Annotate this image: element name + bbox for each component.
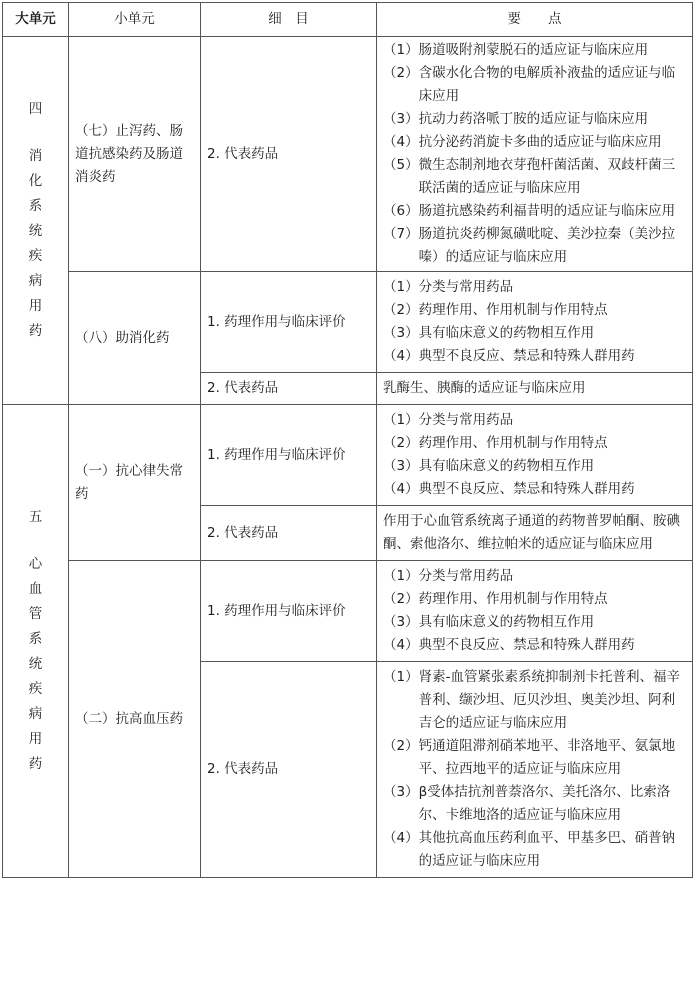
major-unit-title-char: 管 [28,606,43,622]
detail-cell: 1. 药理作用与临床评价 [201,272,377,373]
key-point-text: 典型不良反应、禁忌和特殊人群用药 [418,348,635,364]
detail-cell: 2. 代表药品 [201,37,377,272]
key-point-number: （3） [383,614,419,630]
major-unit-title-char: 消 [28,148,43,164]
key-point-item [383,735,688,781]
major-unit-title-char: 血 [28,581,43,597]
key-point-number: （3） [383,111,419,127]
key-point-item [383,299,688,322]
header-minor-unit: 小单元 [69,3,201,37]
key-point-item [383,39,688,62]
header-major-unit: 大单元 [3,3,69,37]
key-point-number: （4） [383,134,419,150]
key-point-item [383,455,688,478]
key-point-number: （4） [383,348,419,364]
key-point-item [383,154,688,200]
key-point-item [383,108,688,131]
key-point-text: 具有临床意义的药物相互作用 [418,325,595,341]
major-unit-title-char: 化 [28,173,43,189]
major-unit-cell [3,405,69,878]
key-point-text: 抗分泌药消旋卡多曲的适应证与临床应用 [418,134,662,150]
key-point-item [383,62,688,108]
key-point-text: 分类与常用药品 [418,279,514,295]
major-unit-title-char: 统 [28,223,43,239]
key-points-cell: 乳酶生、胰酶的适应证与临床应用 [377,373,693,405]
key-point-text: 典型不良反应、禁忌和特殊人群用药 [418,637,635,653]
key-point-text: 微生态制剂地衣芽孢杆菌活菌、双歧杆菌三联活菌的适应证与临床应用 [418,157,676,196]
key-point-text: 肠道抗感染药利福昔明的适应证与临床应用 [418,203,676,219]
major-unit-title-char: 病 [28,273,43,289]
key-point-item [383,409,688,432]
key-point-number: （3） [383,325,419,341]
header-row [3,3,693,37]
key-point-text: 其他抗高血压药利血平、甲基多巴、硝普钠的适应证与临床应用 [418,830,676,869]
key-point-number: （1） [383,568,419,584]
key-point-text: β受体拮抗剂普萘洛尔、美托洛尔、比索洛尔、卡维地洛的适应证与临床应用 [418,784,671,823]
key-point-item [383,276,688,299]
header-detail: 细 目 [201,3,377,37]
key-point-text: 抗动力药洛哌丁胺的适应证与临床应用 [418,111,649,127]
major-unit-number: 四 [28,101,43,117]
minor-unit-cell: （一）抗心律失常药 [69,405,201,561]
detail-cell: 1. 药理作用与临床评价 [201,561,377,662]
table-row [3,561,693,662]
major-unit-title-char: 疾 [28,248,43,264]
key-point-text: 具有临床意义的药物相互作用 [418,614,595,630]
detail-cell: 2. 代表药品 [201,506,377,561]
key-point-number: （7） [383,226,419,242]
key-point-item [383,781,688,827]
key-point-number: （2） [383,435,419,451]
key-point-number: （2） [383,591,419,607]
key-point-number: （5） [383,157,419,173]
detail-cell: 1. 药理作用与临床评价 [201,405,377,506]
key-point-item [383,432,688,455]
table-row [3,405,693,506]
header-key-points: 要 点 [377,3,693,37]
major-unit-cell [3,37,69,405]
major-unit-number: 五 [28,509,43,525]
key-point-number: （3） [383,458,419,474]
key-point-text: 含碳水化合物的电解质补液盐的适应证与临床应用 [418,65,676,104]
key-points-cell [377,405,693,506]
key-points-cell [377,561,693,662]
key-point-text: 分类与常用药品 [418,412,514,428]
key-points-cell [377,272,693,373]
key-point-item [383,200,688,223]
key-point-number: （4） [383,481,419,497]
key-point-item [383,478,688,501]
key-point-number: （1） [383,279,419,295]
table-row [3,37,693,272]
key-points-cell [377,37,693,272]
key-point-item [383,223,688,269]
table-body [3,37,693,878]
major-unit-title-char: 病 [28,706,43,722]
key-point-number: （3） [383,784,419,800]
major-unit-title-char: 用 [28,298,43,314]
major-unit-title-char: 心 [28,556,43,572]
key-point-text: 具有临床意义的药物相互作用 [418,458,595,474]
key-point-text: 钙通道阻滞剂硝苯地平、非洛地平、氨氯地平、拉西地平的适应证与临床应用 [418,738,676,777]
key-point-number: （4） [383,637,419,653]
minor-unit-cell: （二）抗高血压药 [69,561,201,878]
key-point-text: 分类与常用药品 [418,568,514,584]
major-unit-title-char: 系 [28,198,43,214]
key-point-item [383,634,688,657]
major-unit-title-char: 用 [28,731,43,747]
key-point-item [383,666,688,735]
detail-cell: 2. 代表药品 [201,373,377,405]
key-point-text: 肾素-血管紧张素系统抑制剂卡托普利、福辛普利、缬沙坦、厄贝沙坦、奥美沙坦、阿利吉仑的适应证与临床应用 [418,669,680,731]
key-point-text: 药理作用、作用机制与作用特点 [418,435,608,451]
key-point-text: 典型不良反应、禁忌和特殊人群用药 [418,481,635,497]
key-point-number: （1） [383,42,419,58]
key-point-number: （1） [383,669,419,685]
key-point-item [383,588,688,611]
key-point-text: 药理作用、作用机制与作用特点 [418,302,608,318]
minor-unit-cell: （七）止泻药、肠道抗感染药及肠道消炎药 [69,37,201,272]
key-point-item [383,565,688,588]
key-point-number: （2） [383,302,419,318]
major-unit-title-char: 系 [28,631,43,647]
table-row [3,272,693,373]
minor-unit-cell: （八）助消化药 [69,272,201,405]
key-point-text: 药理作用、作用机制与作用特点 [418,591,608,607]
key-point-number: （6） [383,203,419,219]
key-point-item [383,131,688,154]
key-points-cell: 作用于心血管系统离子通道的药物普罗帕酮、胺碘酮、索他洛尔、维拉帕米的适应证与临床应用 [377,506,693,561]
major-unit-title-char: 药 [28,756,43,772]
key-point-number: （1） [383,412,419,428]
major-unit-title-char: 统 [28,656,43,672]
key-point-number: （2） [383,65,419,81]
key-point-item [383,345,688,368]
key-point-text: 肠道抗炎药柳氮磺吡啶、美沙拉秦（美沙拉嗪）的适应证与临床应用 [418,226,676,265]
key-point-text: 肠道吸附剂蒙脱石的适应证与临床应用 [418,42,649,58]
major-unit-title-char: 药 [28,323,43,339]
key-point-number: （2） [383,738,419,754]
key-point-item [383,322,688,345]
key-point-item [383,827,688,873]
syllabus-table [2,2,693,878]
key-point-number: （4） [383,830,419,846]
key-point-item [383,611,688,634]
major-unit-title-char: 疾 [28,681,43,697]
detail-cell: 2. 代表药品 [201,662,377,878]
key-points-cell [377,662,693,878]
